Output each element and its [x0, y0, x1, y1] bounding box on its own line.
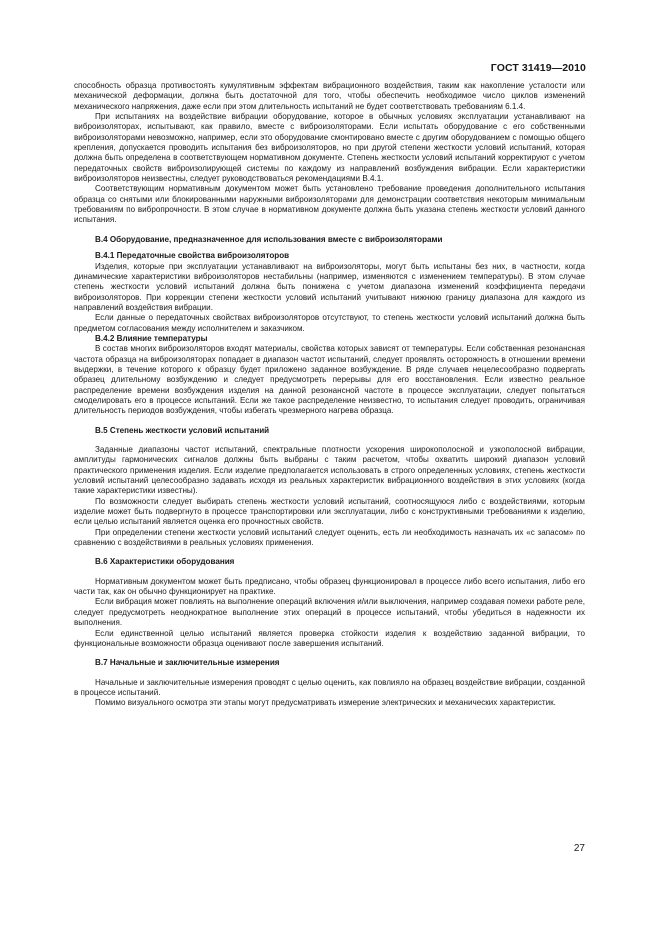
paragraph-b7-1: Начальные и заключительные измерения проводят с целью оценить, как повлияло на образец воздействие вибрации, созданной в процессе испытаний.	[74, 677, 585, 697]
paragraph-b41-2: Если данные о передаточных свойствах виброизоляторов отсутствуют, то степень жесткости условий испытаний должна быть предметом согласования между исполнителем и заказчиком.	[74, 313, 585, 333]
paragraph-b7-2: Помимо визуального осмотра эти этапы могут предусматривать измерение электрических и механических характеристик.	[95, 698, 556, 708]
page-number: 27	[573, 843, 585, 854]
paragraph-b6-1: Нормативным документом может быть предписано, чтобы образец функционировал в процессе либо всего испытания, либо его части так, как он обычно функционирует на практике.	[74, 576, 585, 597]
section-heading-b5: В.5 Степень жесткости условий испытаний	[95, 425, 270, 435]
section-heading-b4: В.4 Оборудование, предназначенное для использования вместе с виброизоляторами	[95, 234, 443, 244]
paragraph-b5-1: Заданные диапазоны частот испытаний, спектральные плотности ускорения широкополосной и узкополосной вибрации, амплитуды гармонических сигналов должны быть выбраны с таким расчетом, чтобы охватить широкий диапазон условий практического применения изделия. Если изделие предполагается использовать в строго определенных условиях, степень жесткости условий испытаний целесообразно задавать исходя из реальных характеристик вибрационного воздействия в этих условиях (когда такие характеристики известны).	[74, 445, 585, 496]
paragraph-b42: В состав многих виброизоляторов входят материалы, свойства которых зависят от температуры. Если собственная резонансная частота образца на виброизоляторах попадает в диапазон частот испытаний, следует проявлять осторожность в отношении времени выдержки, в течение которого к образцу будет приложено заданное возбуждение. В ряде случаев нецелесообразно подвергать образец длительному возбуждению и следует предусмотреть перерывы для его восстановления. Если известно реальное распределение времени возбуждения изделия на данной резонансной частоте в процессе эксплуатации, следует попытаться смоделировать его в процессе испытаний. Если же такое распределение неизвестно, то испытания следует проводить, ограничивая длительность периодов возбуждения, чтобы избегать чрезмерного нагрева образца.	[74, 344, 585, 416]
subsection-heading-b42: В.4.2 Влияние температуры	[95, 333, 208, 343]
section-heading-b6: В.6 Характеристики оборудования	[95, 557, 235, 567]
paragraph-vibration-isolators: При испытаниях на воздействие вибрации оборудование, которое в обычных условиях эксплуатации устанавливают на виброизоляторах, испытывают, как правило, вместе с виброизоляторами. Если испытать оборудование с его собственными виброизоляторами невозможно, например, если это оборудование смонтировано вместе с другим оборудованием с помощью общего крепления, допускается проводить испытания без виброизоляторов, но при другой степени жесткости условий испытаний, которая должна быть определена в соответствующем нормативном документе. Степень жесткости условий испытаний корректируют с учетом передаточных свойств виброизолирующей системы по каждому из направлений возбуждения вибрации. Если характеристики виброизоляторов неизвестны, следует руководствоваться рекомендациями В.4.1.	[74, 112, 585, 184]
paragraph-b6-3: Если единственной целью испытаний является проверка стойкости изделия к воздействию заданной вибрации, то функциональные возможности образца оценивают после завершения испытаний.	[74, 628, 585, 648]
page-body	[74, 81, 585, 709]
paragraph-additional-test: Соответствующим нормативным документом может быть установлено требование проведения дополнительного испытания образца со снятыми или блокированными наружными виброизоляторами для демонстрации соответствия некоторым минимальным требованиям по вибропрочности. В этом случае в нормативном документе должна быть указана степень жесткости условий данного испытания.	[74, 184, 585, 225]
subsection-heading-b41: В.4.1 Передаточные свойства виброизоляторов	[95, 251, 290, 261]
paragraph-continuation: способность образца противостоять кумулятивным эффектам вибрационного воздействия, таким как накопление усталости или механической деформации, должна быть достаточной для того, чтобы обеспечить необходимое число циклов изменений механического напряжения, даже если при этом длительность испытаний не будет соответствовать требованиям 6.1.4.	[74, 81, 585, 111]
document-standard-number: ГОСТ 31419—2010	[490, 62, 586, 74]
paragraph-b5-2: По возможности следует выбирать степень жесткости условий испытаний, соотносящуюся либо с воздействиями, которым изделие может быть подвергнуто в процессе транспортировки или эксплуатации, либо с конструктивными требованиями к изделию, если целью испытаний является оценка его прочностных свойств.	[74, 496, 585, 527]
section-heading-b7: В.7 Начальные и заключительные измерения	[95, 658, 280, 668]
paragraph-b5-3: При определении степени жесткости условий испытаний следует оценить, есть ли необходимость назначать их «с запасом» по сравнению с воздействиями в реальных условиях применения.	[74, 527, 585, 548]
paragraph-b41-1: Изделия, которые при эксплуатации устанавливают на виброизоляторы, могут быть испытаны без них, в частности, когда динамические характеристики виброизоляторов нестабильны (например, изменяются с изменением температуры). В этом случае степень жесткости условий испытаний должна быть понижена с учетом диапазона изменений коэффициента передачи виброизоляторов. При коррекции степени жесткости условий испытаний учитывают нижнюю границу диапазона для каждого из направлений воздействия вибрации.	[74, 261, 585, 312]
paragraph-b6-2: Если вибрация может повлиять на выполнение операций включения и/или выключения, например создавая помехи работе реле, следует предусмотреть неоднократное выполнение этих операций в процессе испытаний, чтобы убедиться в надежности их выполнения.	[74, 597, 585, 628]
